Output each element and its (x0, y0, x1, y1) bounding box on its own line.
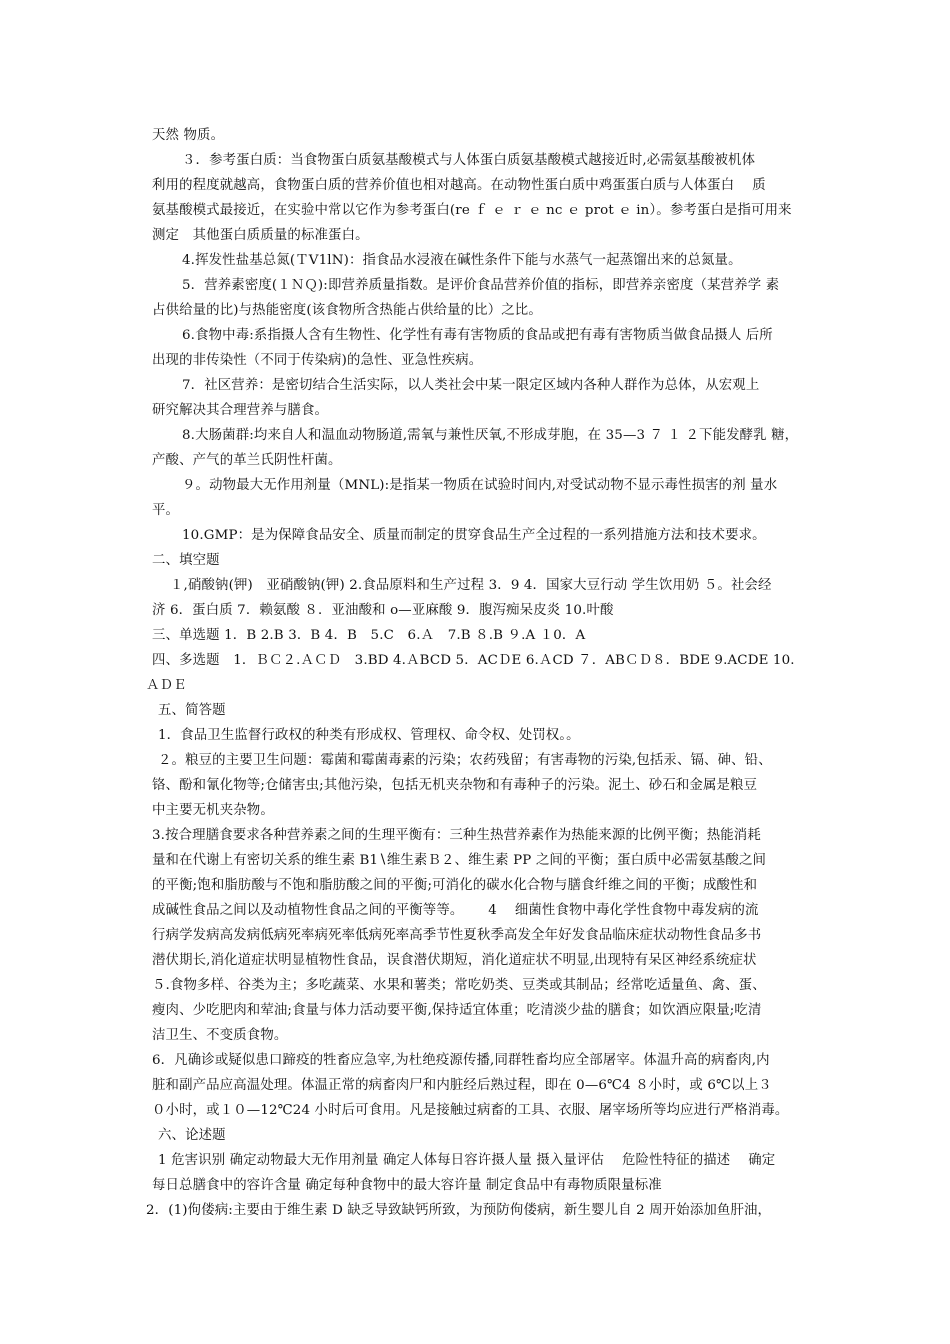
text-line: 出现的非传染性（不同于传染病)的急性、亚急性疾病。 (152, 353, 483, 368)
text-line: 4.挥发性盐基总氮(ＴV1lN)：指食品水浸液在碱性条件下能与水蒸气一起蒸馏出来的总氮量。 (182, 253, 742, 268)
text-line: 1．食品卫生监督行政权的种类有形成权、管理权、命令权、处罚权。。 (158, 728, 580, 743)
text-line: 天然 物质。 (152, 128, 225, 143)
text-line: ３．参考蛋白质：当食物蛋白质氨基酸模式与人体蛋白质氨基酸模式越接近时,必需氨基酸被机体 (182, 153, 756, 168)
text-line: 成碱性食品之间以及动植物性食品之间的平衡等等。 4 细菌性食物中毒化学性食物中毒发病的流 (152, 903, 759, 918)
text-line: 的平衡;饱和脂肪酸与不饱和脂肪酸之间的平衡;可消化的碳水化合物与膳食纤维之间的平衡；成酸性和 (152, 878, 758, 893)
section-heading: 六、论述题 (158, 1128, 226, 1143)
text-line: 瘦肉、少吃肥肉和荤油;食量与体力活动要平衡,保持适宜体重；吃清淡少盐的膳食；如饮酒应限量;吃清 (152, 1003, 762, 1018)
text-line: 产酸、产气的革兰氏阴性杆菌。 (152, 453, 342, 468)
text-line: 6．凡确诊或疑似患口蹄疫的牲畜应急宰,为杜绝疫源传播,同群牲畜均应全部屠宰。体温升高的病畜肉,内 (152, 1053, 770, 1068)
text-line: 3.按合理膳食要求各种营养素之间的生理平衡有：三种生热营养素作为热能来源的比例平衡；热能消耗 (152, 828, 761, 843)
text-line: 潜伏期长,消化道症状明显植物性食品，误食潜伏期短，消化道症状不明显,出现特有呆区神经系统症状 (152, 953, 757, 968)
text-line: 8.大肠菌群:均来自人和温血动物肠道,需氧与兼性厌氧,不形成芽胞，在 35—3 ７ １ ２下能发酵乳 糖， (182, 428, 799, 443)
text-line: 济 6．蛋白质 7．赖氨酸 ８．亚油酸和 o—亚麻酸 9．腹泻痴呆皮炎 10.叶酸 (152, 603, 614, 618)
text-line: 利用的程度就越高，食物蛋白质的营养价值也相对越高。在动物性蛋白质中鸡蛋蛋白质与人体蛋白 质 (152, 178, 766, 193)
text-line: 研究解决其合理营养与膳食。 (152, 403, 329, 418)
section-heading: 五、简答题 (158, 703, 226, 718)
text-line: 铬、酚和氰化物等;仓储害虫;其他污染，包括无机夹杂物和有毒种子的污染。泥土、砂石和金属是粮豆 (152, 778, 758, 793)
text-line: ９。动物最大无作用剂量（MNL):是指某一物质在试验时间内,对受试动物不显示毒性损害的剂 量水 (182, 478, 778, 493)
text-line: 中主要无机夹杂物。 (152, 803, 274, 818)
text-line: 行病学发病高发病低病死率病死率低病死率高季节性夏秋季高发全年好发食品临床症状动物性食品多书 (152, 928, 762, 943)
text-line: 洁卫生、不变质食物。 (152, 1028, 288, 1043)
text-line: 10.GMP：是为保障食品安全、质量而制定的贯穿食品生产全过程的一系列措施方法和技术要求。 (182, 528, 766, 543)
text-line: 氨基酸模式最接近，在实验中常以它作为参考蛋白(re ｆ ｅ ｒ ｅ nc ｅ prot ｅ in）。参考蛋白是指可用来 (152, 203, 792, 218)
text-line: ０小时，或１０—12℃24 小时后可食用。凡是接触过病畜的工具、衣服、屠宰场所等均应进行严格消毒。 (152, 1103, 789, 1118)
section-heading: 二、填空题 (152, 553, 220, 568)
text-line: 6.食物中毒:系指摄人含有生物性、化学性有毒有害物质的食品或把有毒有害物质当做食品摄人 后所 (182, 328, 773, 343)
text-line: ＡＤＥ (146, 678, 187, 693)
text-line: 占供给量的比)与热能密度(该食物所含热能占供给量的比）之比。 (152, 303, 542, 318)
text-line: 脏和副产品应高温处理。体温正常的病畜肉尸和内脏经后熟过程，即在 0—6℃4 ８小时，或 6℃以上３ (152, 1078, 772, 1093)
text-line: 三、单选题 1．B 2.B 3．B 4．B 5.C 6.Ａ 7.B ８.B ９.A １0．A (152, 628, 586, 643)
text-line: １,硝酸钠(钾) 亚硝酸钠(钾) 2.食品原料和生产过程 3．9 4．国家大豆行动 学生饮用奶 ５。社会经 (170, 578, 772, 593)
text-line: 四、多选题 1．ＢＣ２.ＡＣＤ 3.BD 4.ＡBCD 5．ACＤE 6.ＡCD ７．ABＣＤ８．BDE 9.ACDE 10. (152, 653, 795, 668)
text-line: 1 危害识别 确定动物最大无作用剂量 确定人体每日容许摄人量 摄入量评估 危险性特征的描述 确定 (158, 1153, 776, 1168)
text-line: 平。 (152, 503, 180, 518)
text-line: ５.食物多样、谷类为主；多吃蔬菜、水果和薯类；常吃奶类、豆类或其制品；经常吃适量鱼、禽、蛋、 (152, 978, 766, 993)
text-line: 测定 其他蛋白质质量的标准蛋白。 (152, 228, 369, 243)
text-line: 5．营养素密度(１ＮＱ):即营养质量指数。是评价食品营养价值的指标，即营养亲密度（某营养学 素 (182, 278, 780, 293)
text-line: 量和在代谢上有密切关系的维生素 B1∖维生素Ｂ２、维生素 PP 之间的平衡；蛋白质中必需氨基酸之间 (152, 853, 767, 868)
text-line: 每日总膳食中的容许含量 确定每种食物中的最大容许量 制定食品中有毒物质限量标准 (152, 1178, 662, 1193)
text-line: 7．社区营养：是密切结合生活实际，以人类社会中某一限定区域内各种人群作为总体，从宏观上 (182, 378, 760, 393)
text-line: 2．(1)佝偻病:主要由于维生素 D 缺乏导致缺钙所致，为预防佝偻病，新生婴儿自 2 周开始添加鱼肝油， (146, 1203, 772, 1218)
text-line: ２。粮豆的主要卫生问题：霉菌和霉菌毒素的污染；农药残留；有害毒物的污染,包括汞、镉、砷、铅、 (158, 753, 772, 768)
